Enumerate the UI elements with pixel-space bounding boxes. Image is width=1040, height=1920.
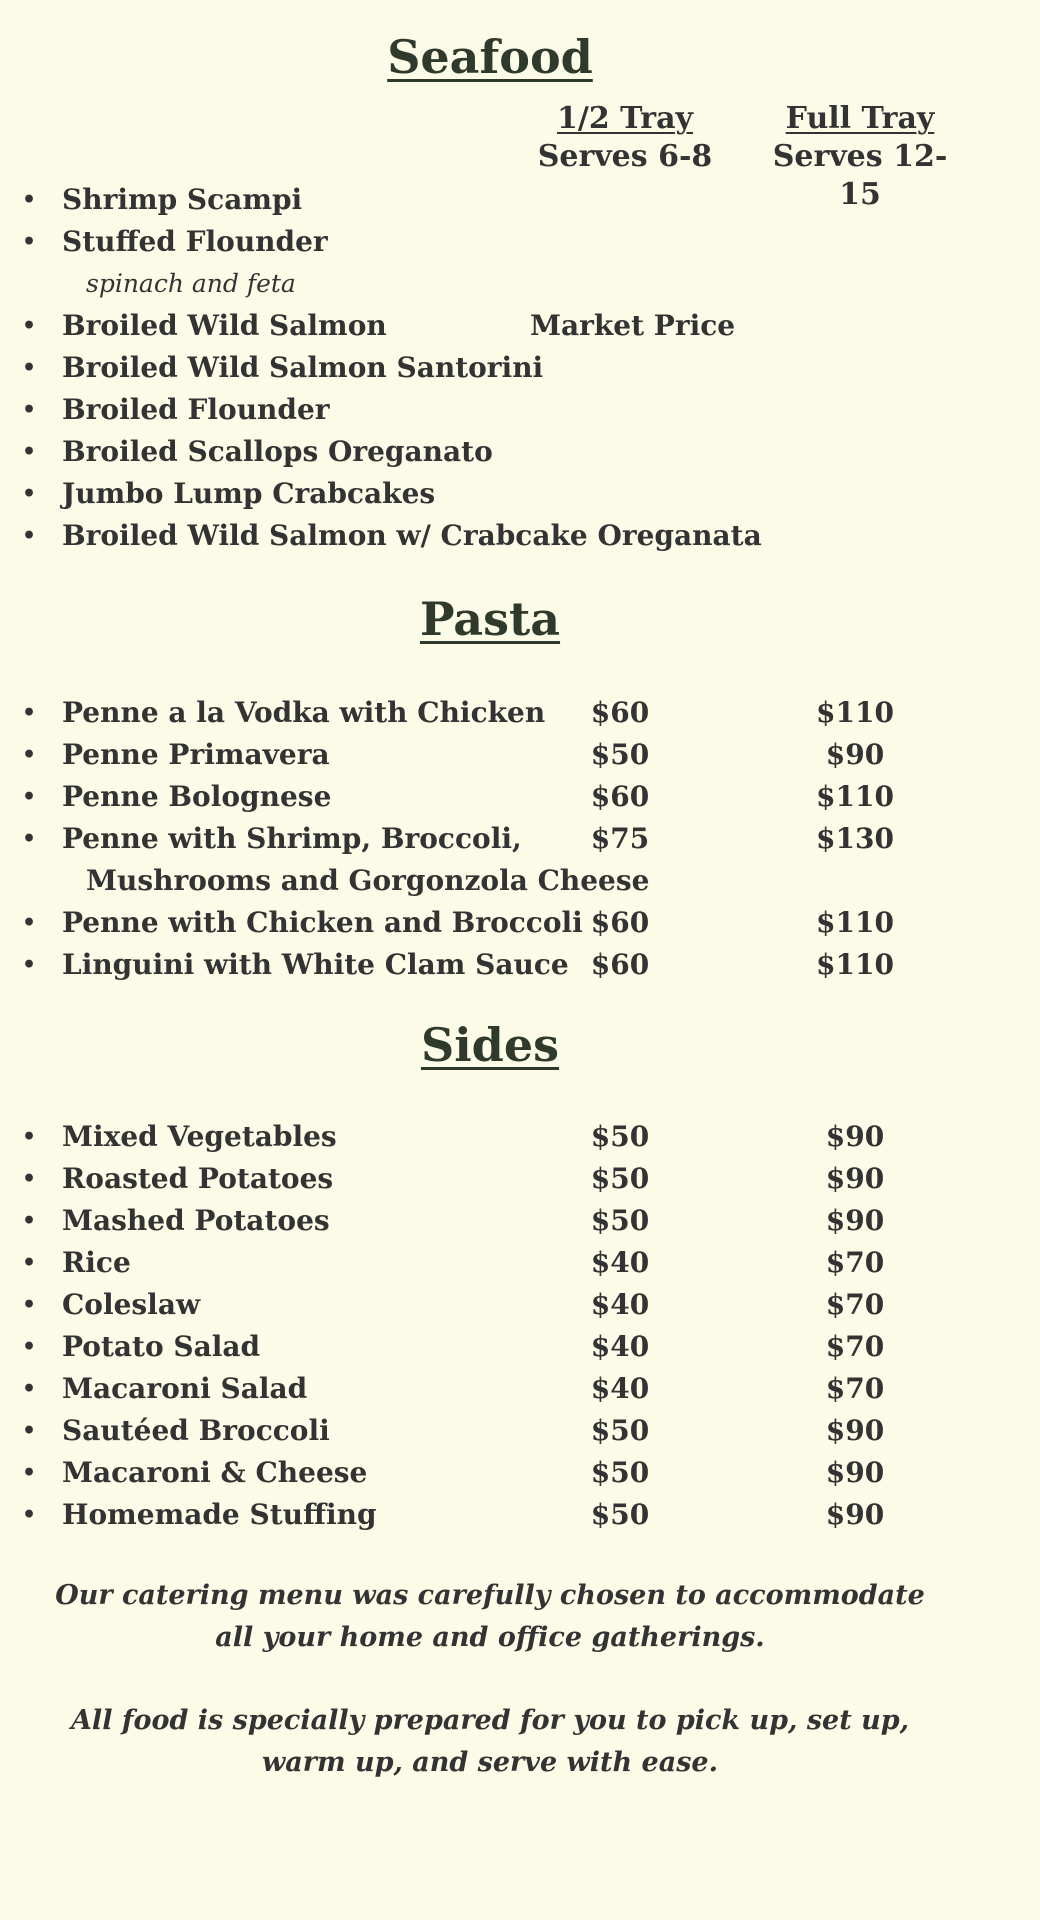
item-name: Mixed Vegetables: [62, 1120, 337, 1153]
item-name: Penne Bolognese: [62, 780, 332, 813]
list-item: [0, 1452, 1000, 1494]
item-name: Sautéed Broccoli: [62, 1414, 330, 1447]
half-tray-label: 1/2 Tray: [557, 101, 693, 136]
bullet: •: [22, 826, 37, 852]
seafood-title: Seafood: [387, 30, 593, 84]
bullet: •: [22, 523, 37, 549]
bullet: •: [22, 229, 37, 255]
full-tray-price: $90: [825, 1414, 885, 1447]
full-tray-price: $70: [825, 1246, 885, 1279]
item-continuation-text: Mushrooms and Gorgonzola Cheese: [86, 864, 650, 897]
full-tray-price: $110: [816, 948, 894, 981]
item-name: Penne Primavera: [62, 738, 330, 771]
list-item: [0, 902, 1000, 944]
bullet: •: [22, 1208, 37, 1234]
bullet: •: [22, 1460, 37, 1486]
list-item: [0, 179, 1000, 221]
full-tray-label: Full Tray: [785, 101, 935, 136]
item-name: Broiled Scallops Oreganato: [62, 435, 493, 468]
list-item: [0, 1326, 1000, 1368]
half-tray-price: $60: [590, 948, 650, 981]
list-item: [0, 305, 1000, 347]
item-name: Macaroni Salad: [62, 1372, 308, 1405]
full-tray-price: $110: [816, 780, 894, 813]
half-tray-price: $60: [590, 780, 650, 813]
list-item: [0, 473, 1000, 515]
seafood-list: [0, 179, 1000, 557]
pasta-list: [0, 692, 1000, 986]
full-tray-price: $110: [816, 696, 894, 729]
half-tray-price: $40: [590, 1372, 650, 1405]
list-item: [0, 818, 1000, 860]
full-tray-price: $90: [825, 738, 885, 771]
half-tray-serves: Serves 6-8: [537, 139, 713, 174]
bullet: •: [22, 1124, 37, 1150]
bullet: •: [22, 1250, 37, 1276]
list-item: [0, 692, 1000, 734]
bullet: •: [22, 1502, 37, 1528]
list-item: [0, 221, 1000, 263]
item-name: Mashed Potatoes: [62, 1204, 330, 1237]
item-name: Homemade Stuffing: [62, 1498, 377, 1531]
half-tray-price: $75: [590, 822, 650, 855]
half-tray-price: $40: [590, 1288, 650, 1321]
item-name: Broiled Wild Salmon: [62, 309, 387, 342]
footer-line-1: Our catering menu was carefully chosen to accommodate all your home and office gatherings.: [55, 1580, 925, 1653]
half-tray-price: $50: [590, 1204, 650, 1237]
bullet: •: [22, 355, 37, 381]
half-tray-price: $50: [590, 1456, 650, 1489]
item-name: Broiled Wild Salmon Santorini: [62, 351, 544, 384]
bullet: •: [22, 1334, 37, 1360]
pasta-title: Pasta: [419, 592, 561, 646]
half-tray-header: [535, 100, 715, 176]
list-item: [0, 1242, 1000, 1284]
list-item: [0, 944, 1000, 986]
bullet: •: [22, 742, 37, 768]
bullet: •: [22, 1376, 37, 1402]
item-continuation: [0, 860, 1000, 902]
item-name: Coleslaw: [62, 1288, 201, 1321]
bullet: •: [22, 481, 37, 507]
half-tray-price: $40: [590, 1330, 650, 1363]
full-tray-price: $90: [825, 1120, 885, 1153]
list-item: [0, 1116, 1000, 1158]
bullet: •: [22, 1418, 37, 1444]
sides-title: Sides: [420, 1018, 560, 1072]
list-item: [0, 1200, 1000, 1242]
bullet: •: [22, 439, 37, 465]
bullet: •: [22, 1166, 37, 1192]
half-tray-price: $50: [590, 1120, 650, 1153]
item-name: Jumbo Lump Crabcakes: [62, 477, 436, 510]
bullet: •: [22, 700, 37, 726]
item-name: Shrimp Scampi: [62, 183, 303, 216]
full-tray-serves: Serves 12-15: [772, 139, 948, 212]
list-item: [0, 734, 1000, 776]
item-detail: [0, 263, 1000, 305]
list-item: [0, 1410, 1000, 1452]
list-item: [0, 1158, 1000, 1200]
list-item: [0, 347, 1000, 389]
half-tray-price: $50: [590, 1162, 650, 1195]
list-item: [0, 1368, 1000, 1410]
list-item: [0, 1494, 1000, 1536]
half-tray-price: $50: [590, 1414, 650, 1447]
bullet: •: [22, 952, 37, 978]
footer-line-2: All food is specially prepared for you to pick up, set up, warm up, and serve with ease.: [70, 1705, 910, 1778]
item-name: Penne a la Vodka with Chicken: [62, 696, 546, 729]
full-tray-price: $70: [825, 1330, 885, 1363]
item-name: Linguini with White Clam Sauce: [62, 948, 569, 981]
full-tray-price: $70: [825, 1372, 885, 1405]
list-item: [0, 389, 1000, 431]
market-price-note: Market Price: [530, 309, 736, 342]
list-item: [0, 776, 1000, 818]
list-item: [0, 515, 1000, 557]
full-tray-price: $70: [825, 1288, 885, 1321]
half-tray-price: $60: [590, 906, 650, 939]
bullet: •: [22, 1292, 37, 1318]
bullet: •: [22, 910, 37, 936]
list-item: [0, 1284, 1000, 1326]
full-tray-price: $110: [816, 906, 894, 939]
item-name: Penne with Shrimp, Broccoli,: [62, 822, 522, 855]
item-name: Broiled Flounder: [62, 393, 330, 426]
item-name: Potato Salad: [62, 1330, 261, 1363]
full-tray-price: $90: [825, 1204, 885, 1237]
item-detail-text: spinach and feta: [86, 269, 296, 298]
sides-list: [0, 1116, 1000, 1536]
item-name: Roasted Potatoes: [62, 1162, 334, 1195]
half-tray-price: $50: [590, 738, 650, 771]
half-tray-price: $40: [590, 1246, 650, 1279]
full-tray-price: $90: [825, 1456, 885, 1489]
full-tray-price: $90: [825, 1162, 885, 1195]
item-name: Penne with Chicken and Broccoli: [62, 906, 583, 939]
item-name: Rice: [62, 1246, 131, 1279]
item-name: Macaroni & Cheese: [62, 1456, 368, 1489]
full-tray-price: $130: [816, 822, 894, 855]
half-tray-price: $50: [590, 1498, 650, 1531]
bullet: •: [22, 313, 37, 339]
list-item: [0, 431, 1000, 473]
full-tray-price: $90: [825, 1498, 885, 1531]
half-tray-price: $60: [590, 696, 650, 729]
bullet: •: [22, 397, 37, 423]
item-name: Stuffed Flounder: [62, 225, 328, 258]
bullet: •: [22, 187, 37, 213]
item-name: Broiled Wild Salmon w/ Crabcake Oreganata: [62, 519, 762, 552]
bullet: •: [22, 784, 37, 810]
